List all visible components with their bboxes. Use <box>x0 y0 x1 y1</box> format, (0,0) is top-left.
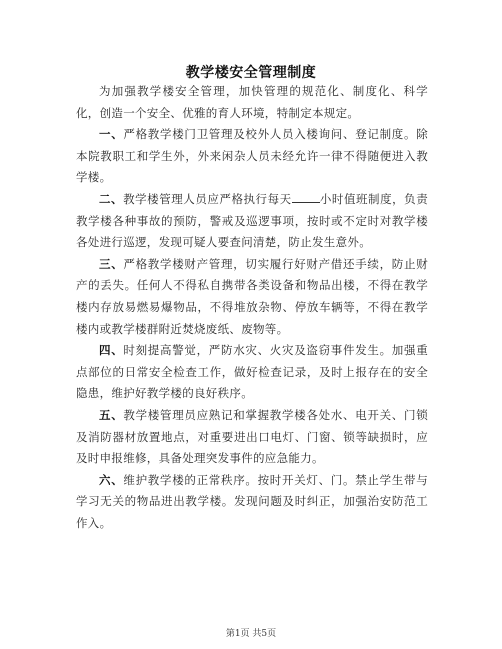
rule-text-1: 严格教学楼门卫管理及校外人员入楼询问、登记制度。除本院教职工和学生外，外来闲杂人员未经允许一律不得随便进入教学楼。 <box>76 127 428 185</box>
rule-paragraph-6 <box>76 470 428 535</box>
fill-in-blank <box>292 190 320 203</box>
page-number-footer: 第1页 共5页 <box>225 629 277 639</box>
rule-text-4: 时刻提高警觉，严防水灾、火灾及盗窃事件发生。加强重点部位的日常安全检查工作，做好检查记录，及时上报存在的安全隐患，维护好教学楼的良好秩序。 <box>76 343 428 401</box>
rule-number-2: 二、 <box>99 191 124 206</box>
intro-paragraph: 为加强教学楼安全管理，加快管理的规范化、制度化、科学化，创造一个安全、优雅的育人环境，特制定本规定。 <box>76 84 428 120</box>
rule-text-5: 教学楼管理员应熟记和掌握教学楼各处水、电开关、门锁及消防器材放置地点，对重要进出口电灯、门窗、锁等缺损时，应及时申报维修，具备处理突发事件的应急能力。 <box>76 407 428 466</box>
rule-number-4: 四、 <box>99 343 124 358</box>
rule-text-3: 严格教学楼财产管理，切实履行好财产借还手续，防止财产的丢失。任何人不得私自携带各类设备和物品出楼，不得在教学楼内存放易燃易爆物品，不得堆放杂物、停放车辆等，不得在教学楼内或教学楼群附近焚烧废纸、废物等。 <box>76 256 428 336</box>
rule-text-2b: 小时值班制度，负责教学楼各种事故的预防，警戒及巡逻事项，按时或不定时对教学楼各处进行巡逻，发现可疑人要查问清楚，防止发生意外。 <box>76 191 429 250</box>
document-body <box>76 81 428 534</box>
rule-paragraph-1 <box>76 124 428 189</box>
rule-paragraph-3 <box>76 254 428 340</box>
rule-number-1: 一、 <box>99 127 124 142</box>
rule-number-6: 六、 <box>99 472 124 487</box>
rule-text-6: 维护教学楼的正常秩序。按时开关灯、门。禁止学生带与学习无关的物品进出教学楼。发现问题及时纠正，加强治安防范工作入。 <box>76 472 428 530</box>
rule-paragraph-5 <box>76 405 428 470</box>
rule-number-5: 五、 <box>99 407 124 422</box>
document-title: 教学楼安全管理制度 <box>185 65 317 81</box>
rule-number-3: 三、 <box>99 256 124 271</box>
rule-paragraph-2 <box>76 189 428 254</box>
rule-text-2a: 教学楼管理人员应严格执行每天 <box>123 191 292 206</box>
rule-paragraph-4 <box>76 340 428 405</box>
